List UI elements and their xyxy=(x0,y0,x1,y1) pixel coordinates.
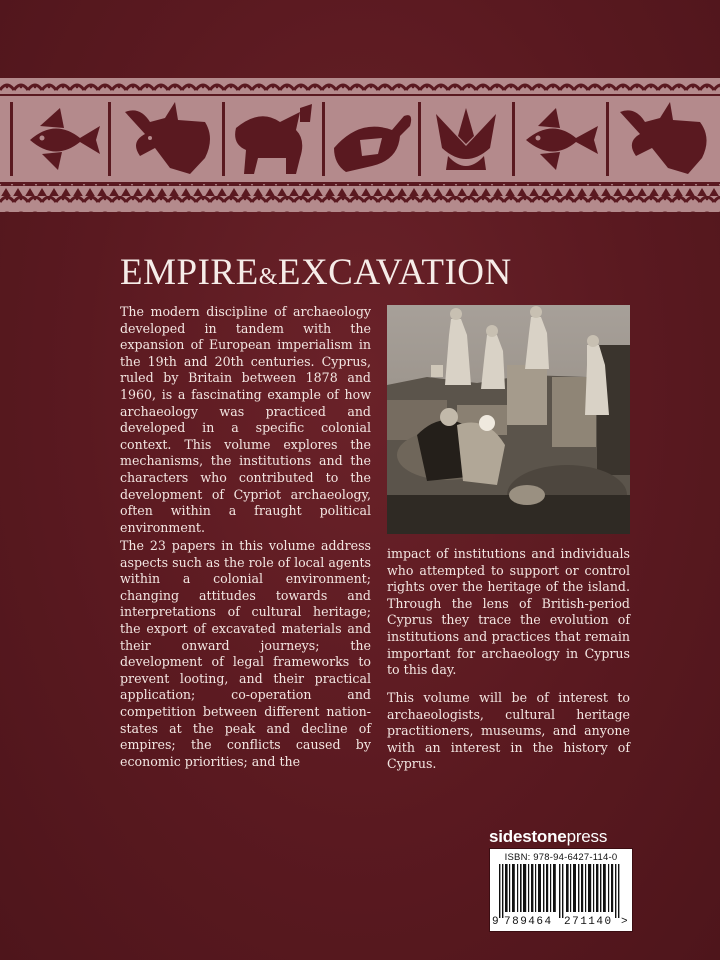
publisher-name-light: press xyxy=(566,827,608,846)
page-title xyxy=(120,254,540,291)
title-ampersand: & xyxy=(258,264,278,290)
description-paragraph-2: The 23 papers in this volume address aspects such as the role of local agents within a colonial environment; changing attitudes towards and interpretations of cultural heritage; the export of excavated materials and their onward journeys; the development of legal frameworks to prevent looting, and their practical application; co-operation and competition between different nation-states at the peak and decline of empires; the conflicts caused by economic priorities; and the xyxy=(120,538,371,769)
barcode-digit-group-1: 789464 xyxy=(504,916,553,928)
description-paragraph-3: impact of institutions and individuals who attempted to support or control rights over the heritage of the island. Through the lens of British-period Cyprus they trace the evolution of institutions and practices that remain important for archaeology in Cyprus to this day. xyxy=(387,546,630,678)
rope-border-bottom xyxy=(0,196,720,212)
barcode-arrow: > xyxy=(621,916,628,928)
isbn-label: ISBN: 978-94-6427-114-0 xyxy=(504,852,618,863)
description-paragraph-4: This volume will be of interest to archaeologists, cultural heritage practitioners, museums, and anyone with an interest in the history of Cyprus. xyxy=(387,690,630,772)
excavation-photo xyxy=(387,305,630,534)
publisher-logo xyxy=(489,827,607,847)
decorative-band xyxy=(0,78,720,212)
title-part-1: EMPIRE xyxy=(120,252,259,293)
isbn-barcode xyxy=(489,848,633,932)
title-part-2: EXCAVATION xyxy=(277,252,512,293)
triangle-border xyxy=(0,184,720,196)
barcode-bars xyxy=(499,864,623,918)
barcode-digit-group-2: 271140 xyxy=(564,916,613,928)
description-paragraph-1: The modern discipline of archaeology developed in tandem with the expansion of European imperialism in the 19th and 20th centuries. Cyprus, ruled by Britain between 1878 and 1960, is a fascinating example of how archaeology was practiced and developed in a specific colonial context. This volume explores the mechanisms, the institutions and the characters who contributed to the development of Cypriot archaeology, often within a fraught political environment. xyxy=(120,304,371,535)
excavation-photo-image xyxy=(387,305,630,534)
rope-border-top xyxy=(0,78,720,94)
barcode-first-digit: 9 xyxy=(492,916,499,928)
publisher-name-bold: sidestone xyxy=(489,827,567,846)
